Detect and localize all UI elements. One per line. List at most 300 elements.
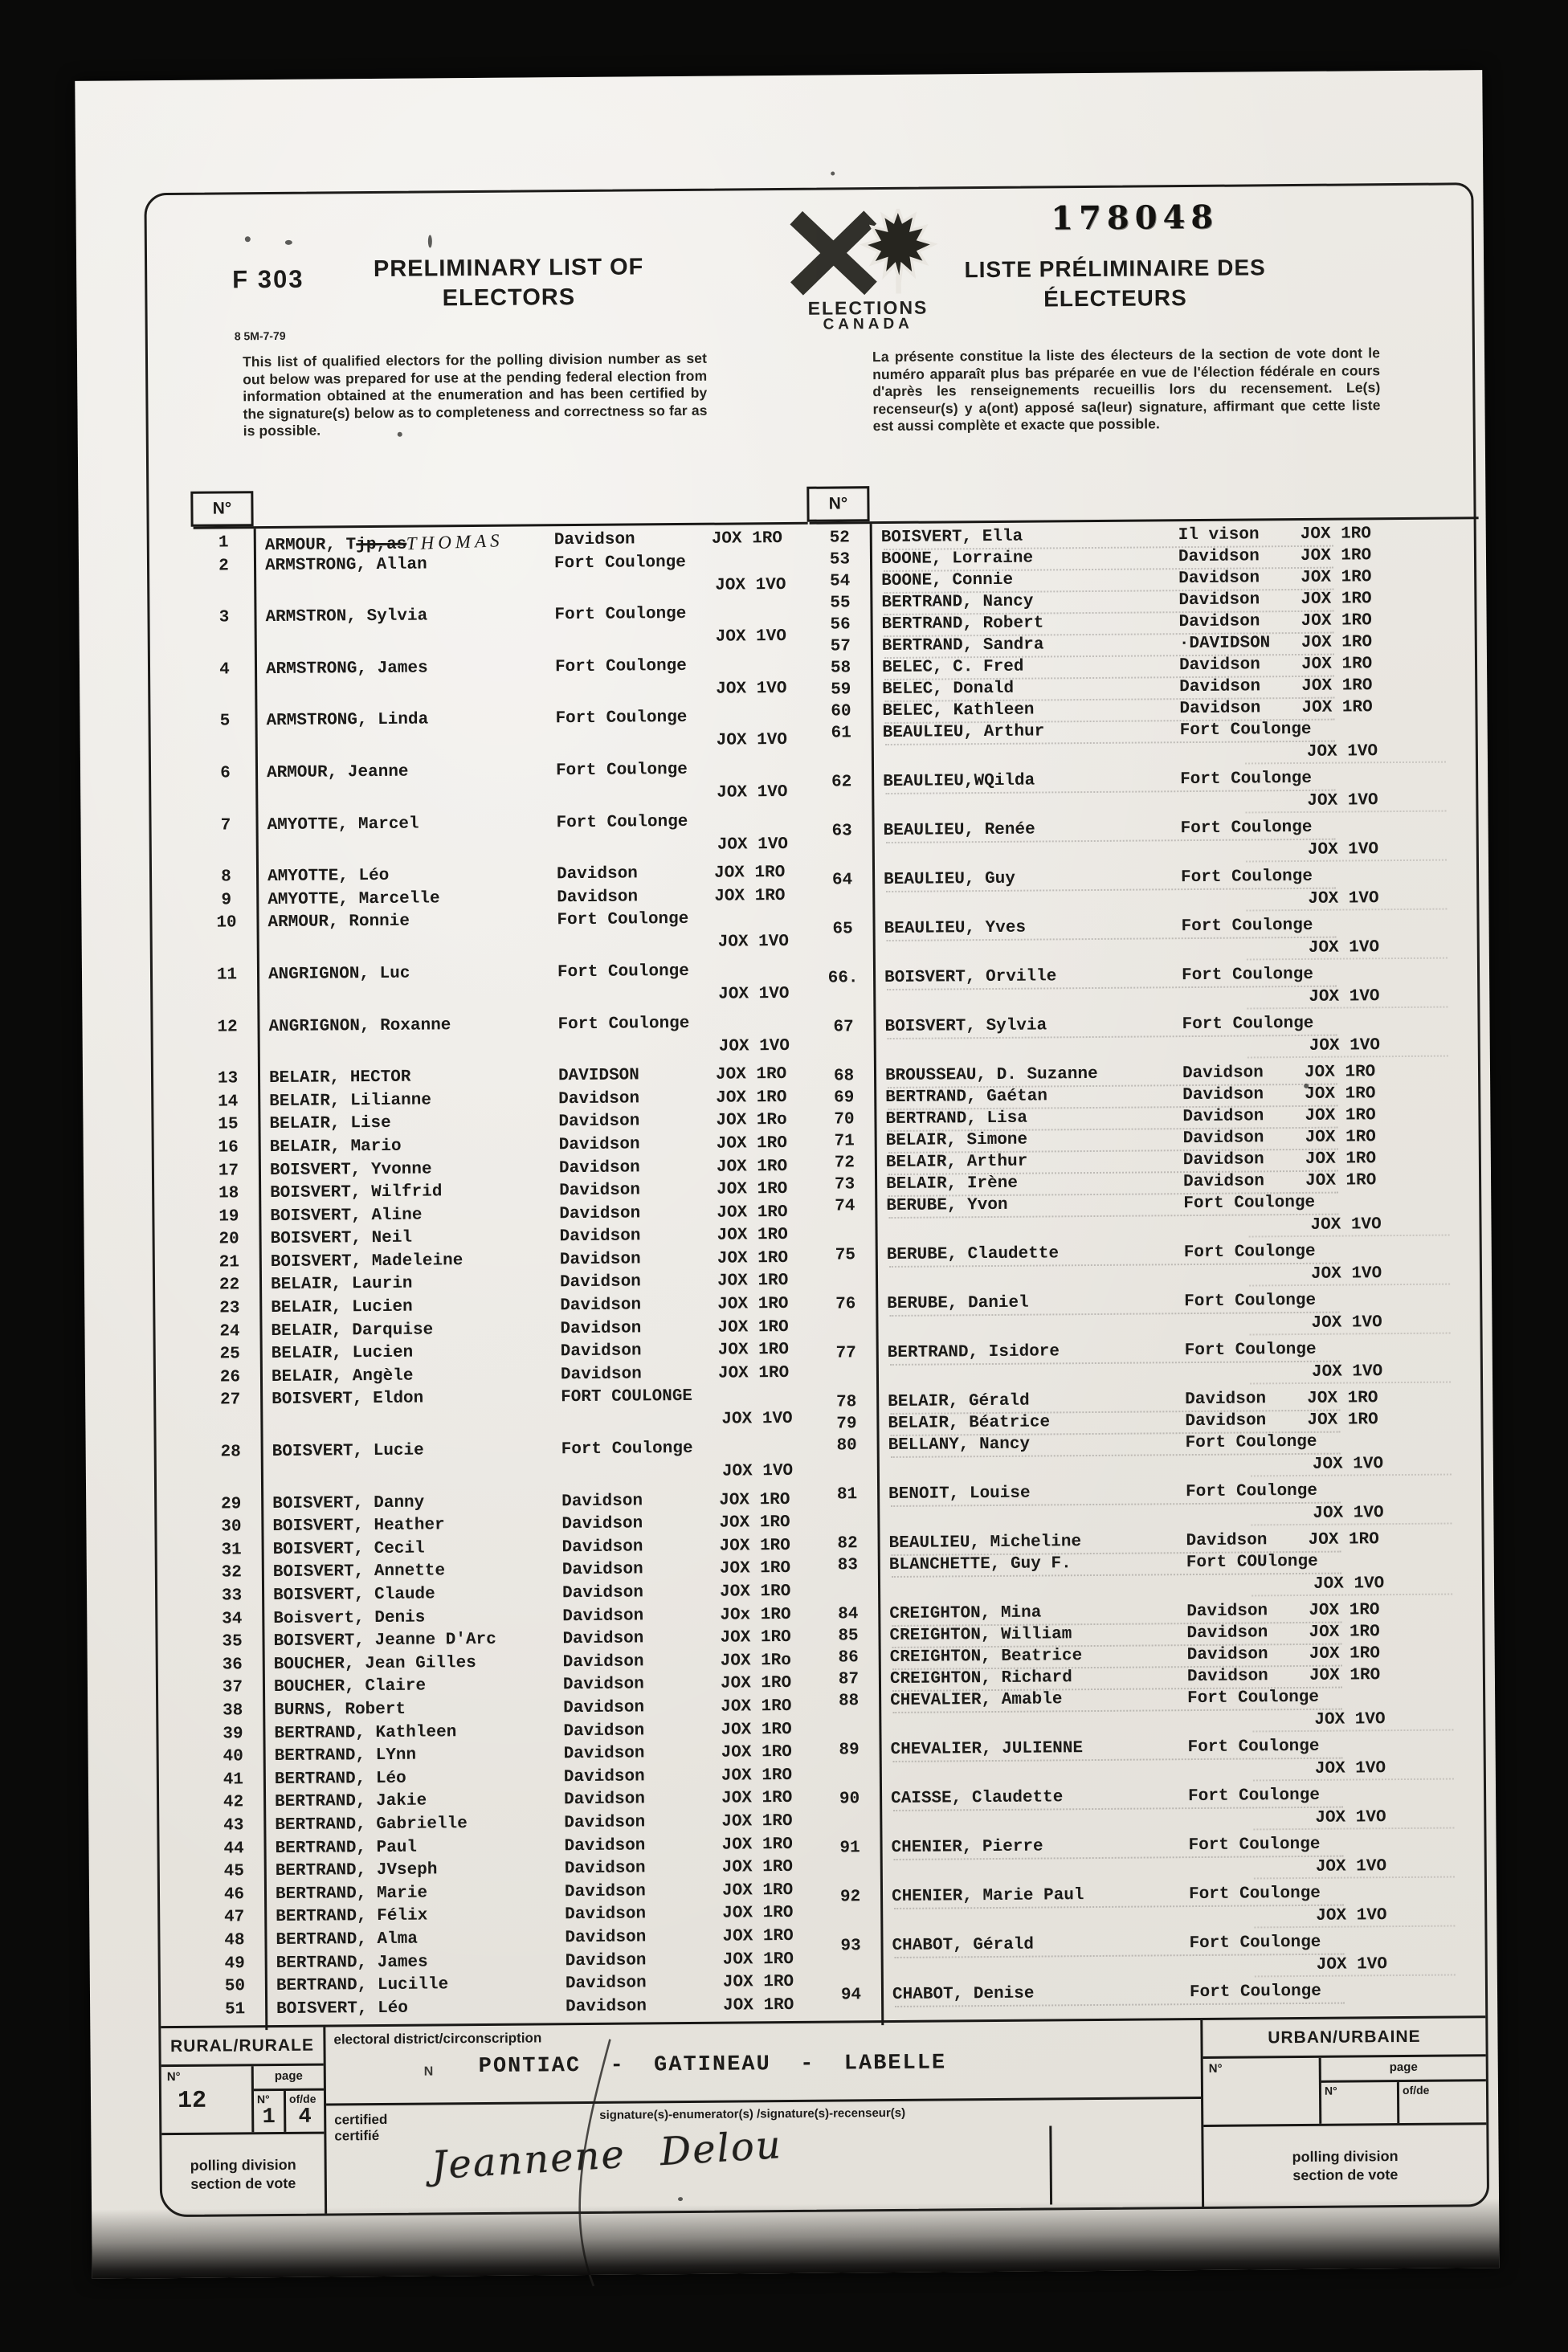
elector-number: 2 [218, 557, 229, 576]
elector-name: BERTRAND, Marie [275, 1884, 428, 1904]
elector-number: 82 [837, 1534, 858, 1554]
elector-name: BOONE, Connie [881, 570, 1014, 591]
elector-municipality: Davidson [1186, 1667, 1268, 1687]
elector-municipality: Davidson [1182, 1085, 1264, 1105]
elector-name: BOISVERT, Léo [276, 1999, 409, 2019]
elector-name: BERTRAND, Gabrielle [275, 1815, 468, 1835]
elector-municipality: Davidson [1178, 655, 1260, 676]
elector-row [195, 811, 810, 868]
elector-name: BELEC, Donald [882, 679, 1015, 700]
elector-name: BERTRAND, Robert [881, 614, 1044, 635]
postal-code: JOX 1RO [711, 529, 783, 549]
elector-municipality: Davidson [1182, 1107, 1264, 1127]
elector-name: CREIGHTON, Mina [889, 1603, 1042, 1624]
urban-number-page-row [1203, 2056, 1487, 2127]
elector-name: BURNS, Robert [274, 1700, 406, 1721]
elector-name: ARMSTRONG, Linda [266, 710, 429, 731]
elector-municipality: Fort Coulonge [1185, 1432, 1317, 1453]
elector-number: 66. [827, 969, 859, 988]
elector-row [816, 1339, 1485, 1394]
elector-name: CHEVALIER, JULIENNE [890, 1739, 1084, 1760]
elector-row [820, 1883, 1489, 1938]
postal-code: JOX 1RO [1301, 568, 1372, 587]
postal-code: JOX 1Ro [720, 1651, 792, 1671]
elector-municipality: Fort Coulonge [554, 656, 687, 677]
elector-name: CREIGHTON, Beatrice [889, 1647, 1083, 1668]
signature-label: signature(s)-enumerator(s) /signature(s)-recenseur(s) [599, 2105, 906, 2122]
page-label: page [274, 2068, 303, 2084]
elector-municipality: Davidson [561, 1583, 644, 1603]
elector-municipality: Davidson [1185, 1390, 1267, 1410]
elector-number: 8 [221, 868, 231, 887]
certified-label [334, 2112, 387, 2145]
page-number-value: 1 [262, 2105, 276, 2130]
elector-name: BOISVERT, Sylvia [884, 1016, 1047, 1037]
elector-municipality: Davidson [559, 1272, 641, 1292]
elector-number: 86 [838, 1648, 859, 1668]
elector-municipality: Davidson [558, 1158, 640, 1178]
postal-code: JOX 1RO [1301, 676, 1373, 696]
elector-municipality: Davidson [562, 1607, 644, 1626]
intro-paragraph-english: This list of qualified electors for the polling division number as set out below was prepared for use at the pending federal election from information obtained at the enumeration and has been certified by the signature(s) below as to completeness and correctness so far as is possible. [242, 349, 708, 439]
elector-name: BOISVERT, Aline [270, 1206, 423, 1226]
elector-name: BOISVERT, Claude [273, 1585, 435, 1606]
postal-code: JOX 1RO [719, 1559, 791, 1579]
elector-municipality: Davidson [1186, 1623, 1268, 1644]
elector-municipality: Fort Coulonge [1189, 1982, 1321, 2003]
postal-code: JOX 1VO [721, 1410, 793, 1430]
elector-number: 63 [831, 822, 852, 841]
elector-number: 47 [224, 1908, 245, 1927]
electoral-district-label: electoral district/circonscription [333, 2030, 542, 2048]
elector-number: 39 [223, 1724, 243, 1744]
elector-row [819, 1785, 1488, 1840]
elector-name: BERTRAND, LYnn [274, 1746, 417, 1766]
postal-code: JOX 1VO [1315, 1856, 1387, 1876]
postal-code: JOX 1RO [1309, 1644, 1381, 1664]
elector-row [194, 708, 809, 765]
elector-number: 19 [218, 1207, 239, 1227]
elector-name: BERTRAND, Nancy [881, 592, 1034, 613]
intro-paragraph-french: La présente constitue la liste des électeurs de la section de vote dont le numéro apparaît plus bas préparée en vue de l'élection fédérale en cours d'après les renseignements recueillis lors du recensement. Le(s) recenseur(s) y a(ont) apposé sa(leur) signature, affirmant que cette liste est aussi complète et exacte que possible. [872, 345, 1381, 435]
elector-municipality: Fort Coulonge [1179, 720, 1312, 741]
elector-number: 61 [831, 724, 851, 743]
postal-code: JOX 1VO [1307, 839, 1379, 860]
elector-number: 35 [222, 1632, 243, 1652]
postal-code: JOX 1RO [717, 1180, 788, 1199]
elector-name: BELEC, C. Fred [881, 657, 1024, 678]
elector-name: BOISVERT, Neil [270, 1228, 413, 1249]
postal-code: JOX 1RO [722, 1973, 794, 1992]
elector-name: ARMOUR, Tjp,asTHOMAS [264, 530, 504, 556]
elector-row [820, 1834, 1489, 1889]
elector-number: 64 [831, 871, 853, 890]
elector-municipality: Fort Coulonge [1188, 1786, 1321, 1807]
of-label: of/de [288, 2092, 316, 2105]
postal-code: JOX 1RO [1300, 546, 1372, 566]
elector-number: 81 [836, 1485, 858, 1505]
postal-code: JOX 1RO [722, 1950, 794, 1970]
district-and-signature-box [325, 2020, 1204, 2214]
postal-code: JOX 1VO [1312, 1454, 1384, 1474]
elector-number: 22 [218, 1276, 240, 1296]
postal-code: JOX 1VO [1307, 790, 1378, 811]
elector-municipality: Davidson [1182, 1064, 1264, 1084]
elector-number: 16 [218, 1138, 239, 1158]
elector-municipality: FORT COULONGE [561, 1387, 693, 1407]
postal-code: JOX 1RO [1301, 611, 1372, 631]
elector-row [205, 1995, 819, 2023]
elector-number: 41 [223, 1770, 244, 1790]
elector-number: 90 [839, 1790, 860, 1809]
postal-code: JOX 1VO [1308, 937, 1380, 958]
form-number: F 303 [232, 264, 304, 294]
postal-code: JOX 1VO [716, 679, 787, 699]
elector-number: 80 [836, 1436, 857, 1456]
elector-name: BELAIR, Arthur [885, 1152, 1028, 1173]
page-of-cell [1399, 2081, 1486, 2123]
elector-number: 23 [219, 1299, 240, 1318]
postal-code: JOX 1Ro [716, 1111, 787, 1131]
postal-code: JOX 1VO [1313, 1574, 1385, 1594]
elector-municipality: Davidson [561, 1537, 643, 1558]
elector-number: 79 [836, 1415, 857, 1434]
elector-municipality: Fort Coulonge [1181, 916, 1313, 937]
elector-municipality: Davidson [566, 1997, 647, 2016]
elector-number: 51 [224, 2000, 246, 2019]
number-label: N° [1208, 2061, 1223, 2076]
postal-code: JOX 1RO [721, 1766, 793, 1786]
elector-municipality: Davidson [564, 1859, 646, 1879]
elector-municipality: Davidson [1183, 1172, 1265, 1192]
elector-row [811, 719, 1480, 774]
electors-rows-right [810, 519, 1490, 2007]
elector-name: BERTRAND, Lisa [885, 1109, 1027, 1129]
postal-code: JOX 1RO [719, 1513, 790, 1533]
elector-number: 11 [216, 966, 238, 985]
elector-municipality: Davidson [560, 1296, 642, 1316]
postal-code: JOX 1VO [716, 731, 788, 751]
elector-number: 10 [216, 913, 237, 933]
postal-code: JOX 1RO [717, 1226, 788, 1245]
elector-name: ARMSTRONG, Allan [264, 555, 427, 575]
postal-code: JOX 1VO [715, 575, 786, 595]
postal-code: JOX 1RO [1301, 590, 1372, 609]
elector-number: 15 [218, 1115, 239, 1134]
elector-row [194, 552, 808, 609]
urban-box [1203, 2018, 1487, 2207]
postal-code: JOX 1RO [719, 1582, 791, 1602]
elector-row [819, 1687, 1488, 1742]
elector-number: 94 [840, 1986, 862, 2005]
elector-number: 31 [221, 1541, 242, 1560]
elector-municipality: Fort Coulonge [557, 1014, 690, 1034]
elector-row [821, 1981, 1490, 2008]
elector-name: BOISVERT, Jeanne D'Arc [273, 1631, 496, 1652]
postal-code: JOX 1RO [1308, 1530, 1379, 1550]
elector-name: ARMSTRON, Sylvia [265, 606, 428, 627]
postal-code: JOX 1VO [717, 835, 789, 855]
elector-municipality: Davidson [562, 1652, 644, 1672]
electors-rows-left [194, 525, 820, 2023]
elector-number: 14 [218, 1092, 239, 1112]
title-english-line1: PRELIMINARY LIST OF [373, 254, 644, 283]
postal-code: JOX 1RO [717, 1248, 789, 1268]
postal-code: JOX 1RO [1301, 633, 1373, 652]
elector-name: CHENIER, Marie Paul [891, 1886, 1084, 1907]
elector-municipality: Davidson [559, 1227, 641, 1247]
elector-name: BELAIR, Béatrice [888, 1413, 1051, 1434]
elector-name: CAISSE, Claudette [891, 1788, 1064, 1809]
rural-box [161, 2027, 327, 2215]
elector-name: BELAIR, Simone [885, 1130, 1028, 1151]
elector-name: BEAULIEU, Renée [883, 820, 1035, 841]
scan-speck [831, 171, 835, 175]
elector-municipality: Fort Coulonge [1188, 1835, 1321, 1856]
elector-name: BLANCHETTE, Guy F. [888, 1554, 1072, 1575]
elector-number: 62 [831, 773, 852, 792]
elector-number: 43 [223, 1816, 244, 1835]
elector-name: BERTRAND, JVseph [275, 1860, 438, 1881]
postal-code: JOX 1RO [716, 1088, 787, 1108]
elector-number: 54 [830, 572, 851, 591]
district-number-prefix: N [423, 2064, 434, 2079]
elector-number: 70 [834, 1110, 855, 1129]
postal-code: JOX 1VO [1310, 1264, 1382, 1284]
elector-name: ARMSTRONG, James [265, 659, 428, 679]
handwritten-correction: THOMAS [406, 530, 504, 554]
electoral-district-name: PONTIAC - GATINEAU - LABELLE [478, 2051, 947, 2080]
elector-number: 29 [221, 1494, 242, 1514]
elector-name: BEAULIEU, Arthur [882, 722, 1045, 743]
signature-end-mark [1049, 2125, 1052, 2204]
elector-municipality: Davidson [557, 888, 639, 907]
elector-name: BELAIR, Lucien [271, 1297, 413, 1318]
postal-code: JOX 1RO [722, 1904, 794, 1923]
elector-number: 18 [218, 1184, 239, 1203]
elector-row [197, 962, 811, 1019]
electors-table-area [194, 494, 1491, 2031]
serial-number: 178048 [1050, 198, 1219, 238]
elector-name: BEAULIEU, Guy [884, 869, 1016, 890]
postal-code: JOX 1VO [1315, 1807, 1386, 1827]
form-footer [161, 2015, 1487, 2215]
elector-municipality: Davidson [556, 864, 638, 884]
elector-municipality: Fort Coulonge [554, 605, 687, 625]
elector-number: 36 [222, 1656, 243, 1675]
elector-name: BELAIR, Darquise [271, 1321, 434, 1341]
elector-municipality: Davidson [559, 1250, 641, 1270]
elector-municipality: ·DAVIDSON [1178, 634, 1271, 654]
elector-name: BELAIR, Lilianne [269, 1091, 431, 1111]
elector-row [819, 1736, 1488, 1791]
elector-municipality: Davidson [562, 1675, 644, 1695]
elector-name: BOISVERT, Annette [272, 1562, 446, 1582]
postal-code: JOX 1RO [1305, 1084, 1376, 1104]
elector-municipality: Davidson [560, 1365, 642, 1385]
elector-municipality: Fort Coulonge [1180, 769, 1313, 790]
elector-number: 26 [219, 1368, 241, 1387]
postal-code: JOX 1RO [1305, 1171, 1377, 1190]
elector-municipality: Fort Coulonge [1187, 1737, 1320, 1758]
elector-row [815, 1290, 1484, 1345]
elector-municipality: Fort Coulonge [1182, 1014, 1314, 1035]
postal-code: JOX 1RO [716, 1133, 788, 1154]
elector-name: BELAIR, Gérald [888, 1391, 1030, 1412]
elector-row [817, 1431, 1486, 1486]
elector-number: 68 [833, 1067, 855, 1086]
elector-municipality: Davidson [1178, 590, 1260, 610]
elector-municipality: Davidson [561, 1560, 643, 1580]
elector-number: 49 [224, 1954, 245, 1974]
elector-number: 77 [835, 1344, 856, 1363]
postal-code: JOX 1VO [1314, 1758, 1386, 1778]
polling-division-label-en: polling division [1292, 2147, 1399, 2165]
elector-number: 9 [221, 891, 232, 910]
elector-name: BOISVERT, Lucie [272, 1441, 424, 1462]
elector-municipality: Davidson [563, 1767, 645, 1786]
elector-number: 59 [831, 680, 851, 700]
elector-municipality: Davidson [1178, 612, 1260, 632]
elector-municipality: Davidson [559, 1204, 641, 1223]
elector-name: BOONE, Lorraine [880, 549, 1034, 570]
elector-municipality: Davidson [1185, 1411, 1267, 1431]
polling-division-label-fr: section de vote [1292, 2166, 1399, 2183]
elector-name: BEAULIEU,WQilda [883, 771, 1035, 792]
elector-number: 92 [839, 1888, 861, 1907]
rural-label: RURAL/RURALE [161, 2027, 323, 2068]
postal-code: JOX 1VO [718, 1036, 790, 1056]
page-number-cell [1321, 2082, 1399, 2124]
elector-name: BOUCHER, Jean Gilles [273, 1653, 476, 1674]
elector-row [818, 1551, 1487, 1606]
elector-number: 88 [838, 1692, 860, 1711]
elector-municipality: Fort Coulonge [557, 962, 689, 982]
elector-number: 6 [220, 764, 231, 783]
postal-code: JOX 1RO [1301, 698, 1373, 717]
elector-name: CHABOT, Denise [892, 1984, 1035, 2005]
urban-page-cell [1321, 2056, 1487, 2124]
postal-code: JOX 1VO [1316, 1954, 1388, 1974]
elector-row [812, 866, 1481, 921]
elector-municipality: Davidson [565, 1905, 647, 1925]
elector-number: 52 [829, 529, 850, 548]
elector-number: 60 [831, 702, 851, 721]
elector-number: 30 [221, 1517, 242, 1537]
elector-municipality: Davidson [1186, 1645, 1268, 1665]
scanned-document-page [75, 70, 1499, 2279]
elector-municipality: Davidson [1178, 569, 1260, 589]
elector-municipality: Fort Coulonge [1184, 1291, 1317, 1312]
postal-code: JOX 1VO [1314, 1709, 1386, 1729]
elector-row [817, 1480, 1486, 1535]
of-label: of/de [1402, 2083, 1430, 2097]
elector-name: BEAULIEU, Micheline [888, 1533, 1082, 1554]
elector-name: CHENIER, Pierre [891, 1837, 1043, 1858]
elector-name: CREIGHTON, Richard [889, 1668, 1072, 1689]
elector-number: 83 [837, 1556, 859, 1575]
postal-code: JOX 1VO [1310, 1215, 1382, 1235]
elector-municipality: Fort Coulonge [1183, 1242, 1316, 1263]
postal-code: JOX 1RO [719, 1490, 790, 1510]
elector-number: 24 [219, 1322, 240, 1341]
elector-municipality: Fort Coulonge [555, 708, 688, 729]
elector-number: 65 [832, 920, 853, 939]
rural-number-page-row [161, 2066, 325, 2136]
elector-number: 13 [217, 1069, 239, 1088]
title-english-line2: ELECTORS [442, 284, 576, 312]
elector-municipality: Davidson [561, 1492, 643, 1511]
elector-number: 17 [218, 1161, 239, 1181]
polling-division-label [1203, 2125, 1487, 2207]
postal-code: JOX 1VO [1309, 1035, 1381, 1056]
photocopy-edge-shadow [92, 2199, 1500, 2279]
elector-number: 93 [840, 1937, 861, 1956]
elector-municipality: Fort Coulonge [557, 910, 689, 930]
elector-name: Boisvert, Denis [273, 1608, 426, 1628]
elector-number: 40 [223, 1747, 243, 1766]
title-english [352, 252, 666, 314]
elector-municipality: Davidson [565, 1974, 647, 1994]
title-french [950, 252, 1280, 314]
struck-text: jp,as [356, 535, 407, 555]
postal-code: JOX 1VO [1306, 741, 1378, 762]
elector-municipality: Fort Coulonge [1180, 818, 1313, 839]
postal-code: JOX 1RO [717, 1341, 790, 1360]
elector-number: 3 [218, 608, 230, 627]
elector-row [813, 1013, 1482, 1068]
postal-code: JOX 1VO [715, 627, 787, 647]
elector-number: 27 [219, 1390, 241, 1410]
postal-code: JOX 1RO [1304, 1063, 1376, 1082]
elector-municipality: Fort Coulonge [561, 1439, 693, 1460]
elector-name: CHEVALIER, Amable [890, 1690, 1063, 1711]
elector-name: AMYOTTE, Léo [267, 867, 390, 887]
postal-code: JOX 1VO [717, 933, 790, 953]
postal-code: JOX 1RO [717, 1317, 789, 1337]
elector-number: 21 [218, 1253, 240, 1272]
elector-municipality: Fort Coulonge [1183, 1193, 1316, 1214]
elector-number: 72 [834, 1154, 855, 1173]
elector-name: BOISVERT, Yvonne [269, 1159, 432, 1180]
electoral-district-row [325, 2020, 1201, 2106]
postal-code: JOX 1RO [721, 1858, 794, 1877]
elector-number: 45 [223, 1862, 244, 1881]
elector-municipality: Fort Coulonge [1181, 965, 1313, 986]
postal-code: JOX 1RO [714, 886, 786, 906]
elector-municipality: Davidson [558, 1112, 640, 1132]
postal-code: JOX 1RO [720, 1628, 791, 1648]
elector-municipality: DAVIDSON [557, 1066, 639, 1086]
elector-name: ARMOUR, Jeanne [266, 762, 409, 783]
elector-municipality: Fort COUlonge [1186, 1552, 1318, 1573]
elector-number: 34 [222, 1609, 243, 1629]
enumerator-signature: Jeannene Delou [430, 2122, 784, 2189]
elector-municipality: Davidson [563, 1698, 645, 1718]
print-run-code: 8 5M-7-79 [234, 329, 286, 343]
elector-number: 12 [217, 1017, 238, 1037]
postal-code: JOX 1RO [716, 1157, 788, 1177]
postal-code: JOX 1RO [717, 1272, 789, 1292]
elector-number: 50 [224, 1977, 246, 1996]
postal-code: JOX 1RO [721, 1811, 793, 1831]
elector-number: 4 [219, 660, 230, 680]
elector-number: 55 [830, 594, 851, 613]
elector-name: AMYOTTE, Marcel [267, 815, 419, 835]
polling-division-label-en: polling division [190, 2156, 296, 2174]
postal-code: JOX 1RO [1307, 1411, 1378, 1430]
elector-municipality: Fort Coulonge [1187, 1688, 1320, 1709]
